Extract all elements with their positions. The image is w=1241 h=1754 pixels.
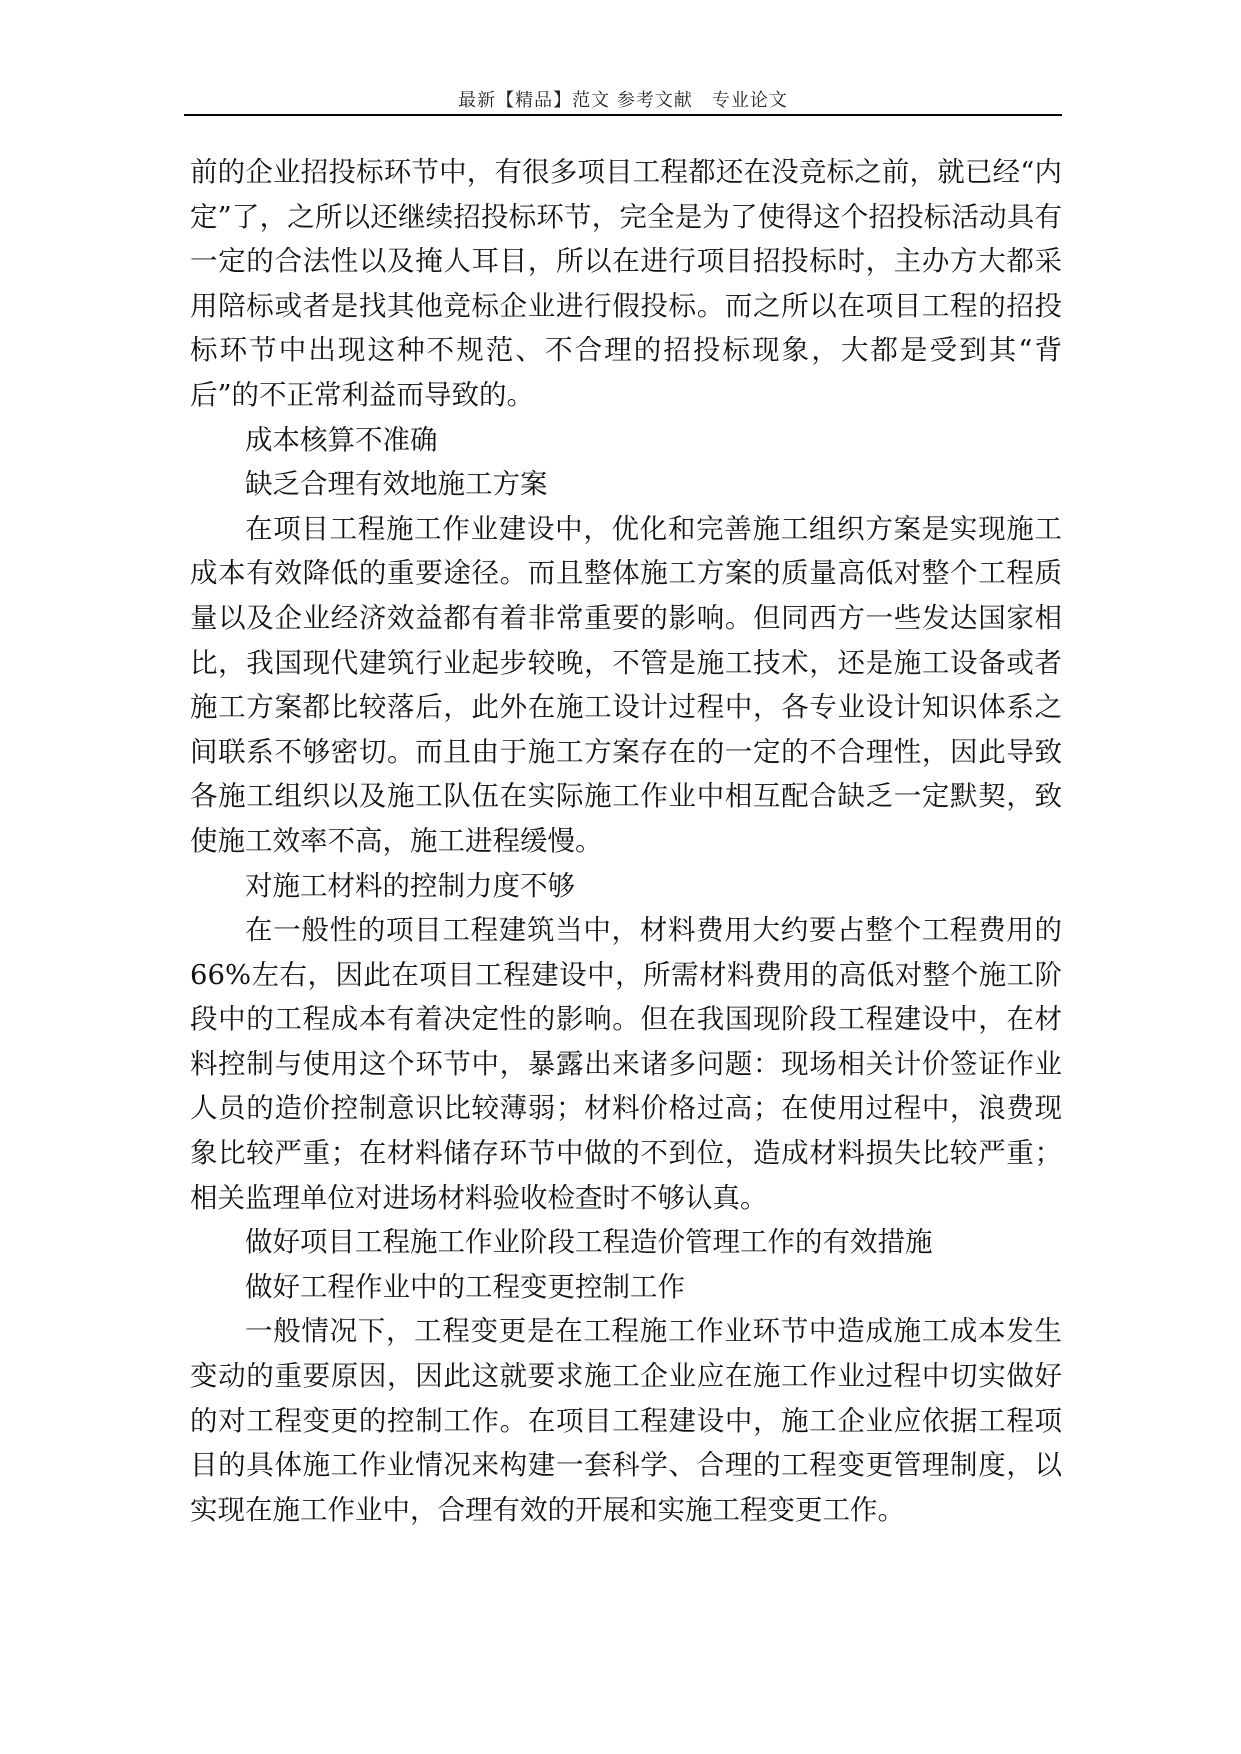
paragraph-construction-plan: 在项目工程施工作业建设中，优化和完善施工组织方案是实现施工成本有效降低的重要途径。而且整体施工方案的质量高低对整个工程质量以及企业经济效益都有着非常重要的影响。但同西方一些发达国家相比，我国现代建筑行业起步较晚，不管是施工技术，还是施工设备或者施工方案都比较落后，此外在施工设计过程中，各专业设计知识体系之间联系不够密切。而且由于施工方案存在的一定的不合理性，因此导致各施工组织以及施工队伍在实际施工作业中相互配合缺乏一定默契，致使施工效率不高，施工进程缓慢。: [190, 512, 1062, 857]
paragraph-change-control: 一般情况下，工程变更是在工程施工作业环节中造成施工成本发生变动的重要原因，因此这就要求施工企业应在施工作业过程中切实做好的对工程变更的控制工作。在项目工程建设中，施工企业应依据工程项目的具体施工作业情况来构建一套科学、合理的工程变更管理制度，以实现在施工作业中，合理有效的开展和实施工程变更工作。: [190, 1315, 1062, 1526]
page-header: 最新【精品】范文 参考文献 专业论文: [458, 90, 788, 111]
section-heading-material-control: 对施工材料的控制力度不够: [245, 869, 575, 902]
section-heading-construction-plan: 缺乏合理有效地施工方案: [245, 468, 548, 501]
document-body: [190, 150, 1062, 1532]
section-heading-measures: 做好项目工程施工作业阶段工程造价管理工作的有效措施: [245, 1226, 933, 1259]
header-divider: [184, 114, 1062, 116]
paragraph-continuation: 前的企业招投标环节中，有很多项目工程都还在没竞标之前，就已经“内定”了，之所以还继续招投标环节，完全是为了使得这个招投标活动具有一定的合法性以及掩人耳目，所以在进行项目招投标时，主办方大都采用陪标或者是找其他竞标企业进行假投标。而之所以在项目工程的招投标环节中出现这种不规范、不合理的招投标现象，大都是受到其“背后”的不正常利益而导致的。: [190, 156, 1062, 411]
paragraph-material-control: 在一般性的项目工程建筑当中，材料费用大约要占整个工程费用的66%左右，因此在项目工程建设中，所需材料费用的高低对整个施工阶段中的工程成本有着决定性的影响。但在我国现阶段工程建设中，在材料控制与使用这个环节中，暴露出来诸多问题：现场相关计价签证作业人员的造价控制意识比较薄弱；材料价格过高；在使用过程中，浪费现象比较严重；在材料储存环节中做的不到位，造成材料损失比较严重；相关监理单位对进场材料验收检查时不够认真。: [190, 914, 1062, 1214]
section-heading-cost-accounting: 成本核算不准确: [245, 423, 438, 456]
section-heading-change-control: 做好工程作业中的工程变更控制工作: [245, 1270, 685, 1303]
